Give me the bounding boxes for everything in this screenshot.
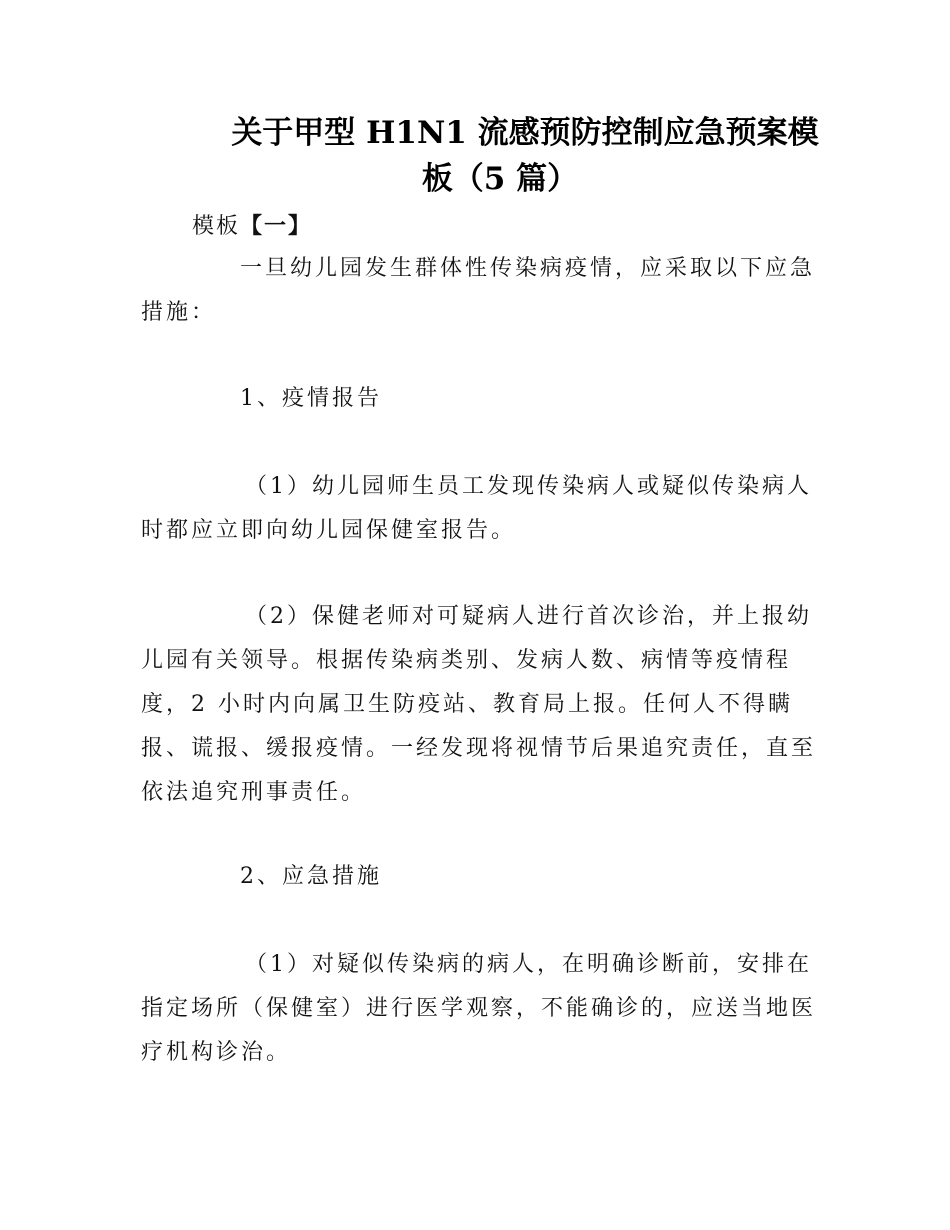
paragraph-line: 疗机构诊治。 (141, 1040, 292, 1065)
section-label-prefix: 模板 (192, 214, 241, 239)
document-title (140, 110, 860, 202)
section-label (192, 206, 312, 247)
paragraph-intro (141, 247, 816, 335)
paragraph-line: 儿园有关领导。根据传染病类别、发病人数、病情等疫情程 (141, 648, 792, 673)
heading-epidemic-report (240, 377, 812, 421)
heading-emergency-measures (240, 855, 812, 899)
paragraph-line: 2、应急措施 (240, 864, 382, 889)
section-label-bracket: 【一】 (240, 213, 313, 239)
paragraph-line: （1）对疑似传染病的病人，在明确诊断前，安排在 (245, 952, 812, 977)
title-line-2: 板（5 篇） (421, 161, 579, 197)
paragraph-measures-1 (141, 943, 817, 1075)
paragraph-line: （2）保健老师对可疑病人进行首次诊治，并上报幼 (245, 604, 812, 629)
paragraph-line: 一旦幼儿园发生群体性传染病疫情，应采取以下应急 (240, 256, 816, 281)
paragraph-line: 度，2 小时内向属卫生防疫站、教育局上报。任何人不得瞒 (141, 692, 793, 717)
title-line-1: 关于甲型 H1N1 流感预防控制应急预案模 (231, 115, 819, 151)
paragraph-line: 依法追究刑事责任。 (141, 780, 367, 805)
paragraph-report-2 (141, 595, 817, 815)
paragraph-line: （1）幼儿园师生员工发现传染病人或疑似传染病人 (245, 474, 812, 499)
paragraph-line: 措施： (141, 300, 217, 325)
paragraph-line: 1、疫情报告 (240, 386, 382, 411)
paragraph-report-1 (141, 465, 813, 553)
paragraph-line: 报、谎报、缓报疫情。一经发现将视情节后果追究责任，直至 (141, 736, 817, 761)
paragraph-line: 指定场所（保健室）进行医学观察，不能确诊的，应送当地医 (141, 996, 817, 1021)
paragraph-line: 时都应立即向幼儿园保健室报告。 (141, 518, 517, 543)
